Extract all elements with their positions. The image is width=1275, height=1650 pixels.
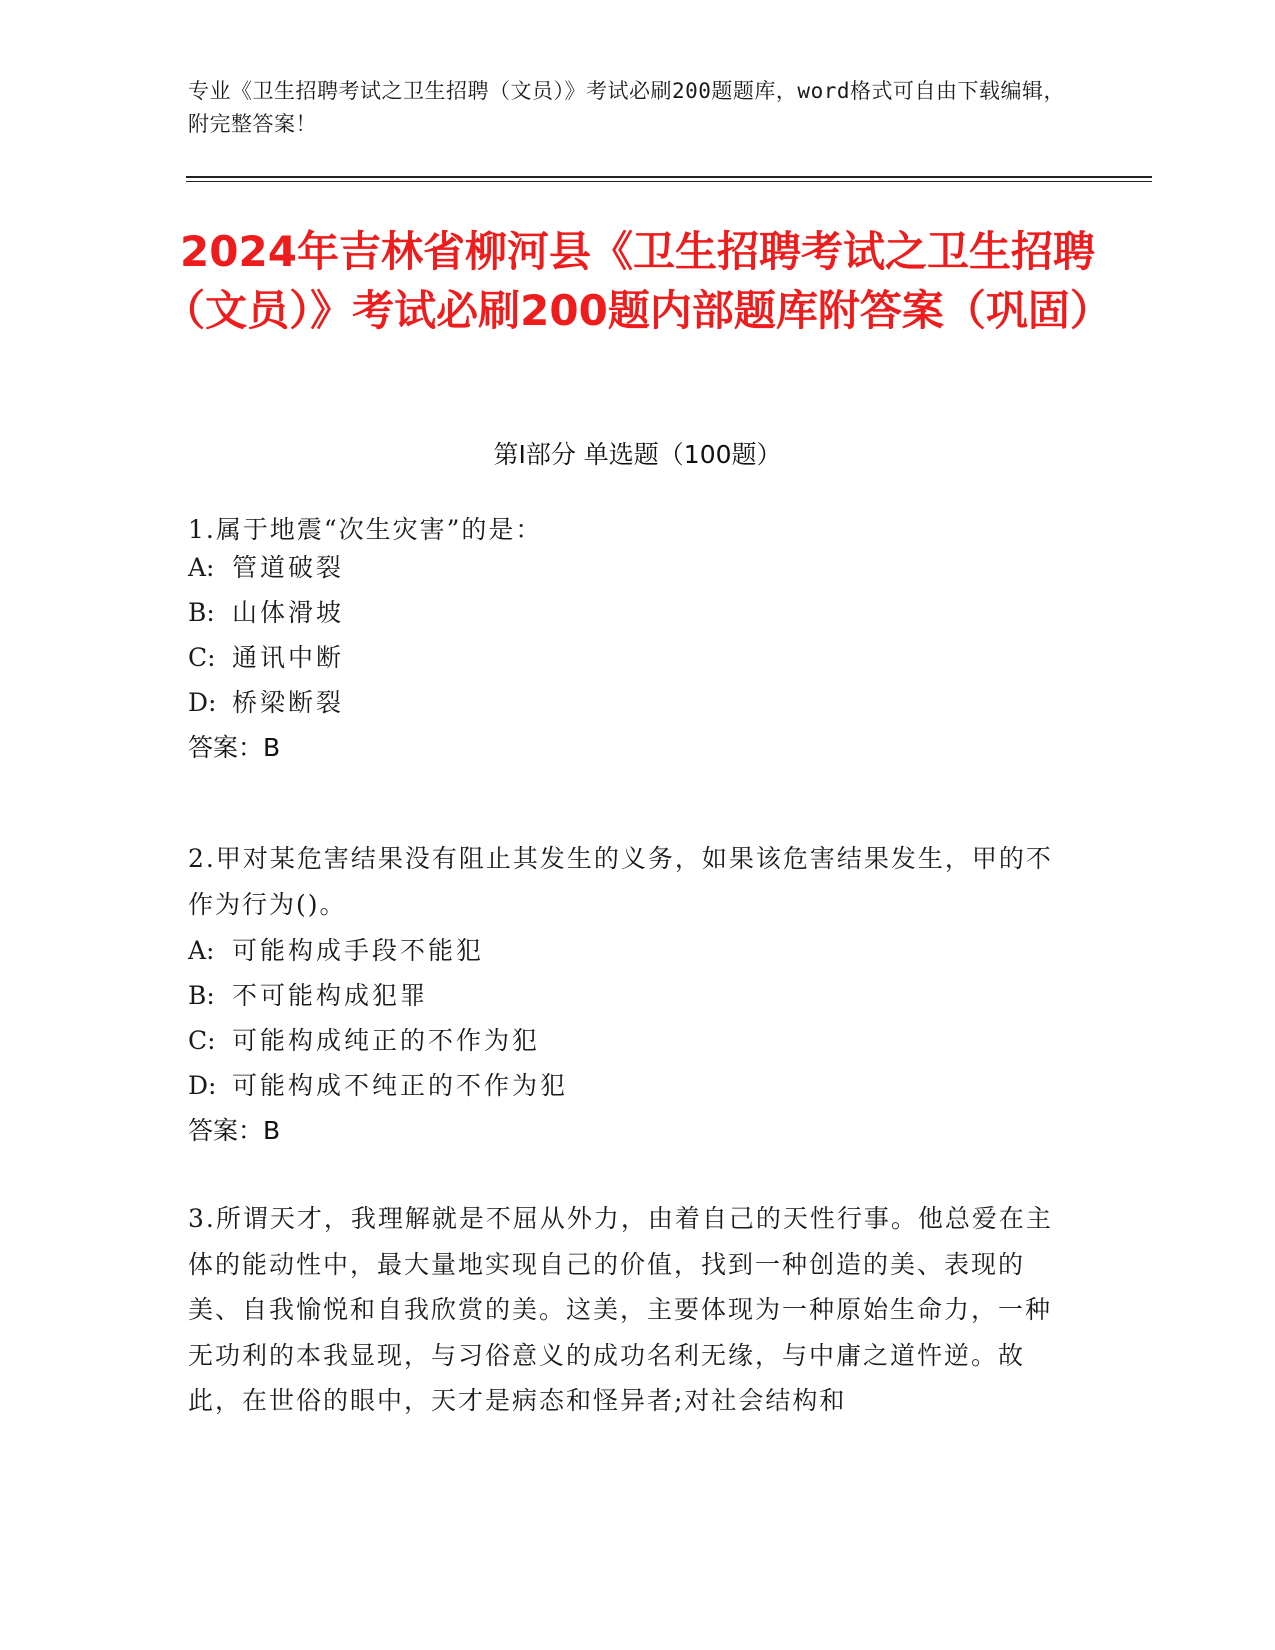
question-2-option-c xyxy=(188,1024,540,1058)
header-divider xyxy=(186,176,1152,178)
question-2-option-b xyxy=(188,979,428,1013)
option-text: 可能构成不纯正的不作为犯 xyxy=(232,1071,569,1100)
option-text: 可能构成手段不能犯 xyxy=(232,936,485,965)
option-label: A: xyxy=(188,936,215,965)
question-1-option-c xyxy=(188,641,344,675)
section-heading: 第Ⅰ部分 单选题（100题） xyxy=(493,440,782,469)
question-2-answer: 答案：B xyxy=(188,1116,281,1145)
option-label: C: xyxy=(188,643,216,672)
option-label: C: xyxy=(188,1026,216,1055)
question-1-option-b xyxy=(188,596,344,630)
option-text: 山体滑坡 xyxy=(232,598,345,627)
question-2-option-d xyxy=(188,1069,568,1103)
question-3-text: 3.所谓天才，我理解就是不屈从外力，由着自己的天性行事。他总爱在主体的能动性中，最大量地实现自己的价值，找到一种创造的美、表现的美、自我愉悦和自我欣赏的美。这美，主要体现为一种原始生命力，一种无功利的本我显现，与习俗意义的成功名利无缘，与中庸之道忤逆。故此，在世俗的眼中，天才是病态和怪异者;对社会结构和 xyxy=(188,1204,1053,1415)
option-label: B: xyxy=(188,598,215,627)
option-text: 可能构成纯正的不作为犯 xyxy=(232,1026,541,1055)
question-2-text: 2.甲对某危害结果没有阻止其发生的义务，如果该危害结果发生，甲的不作为行为()。 xyxy=(188,844,1053,919)
option-text: 不可能构成犯罪 xyxy=(232,981,429,1010)
option-text: 管道破裂 xyxy=(232,553,345,582)
header-note: 专业《卫生招聘考试之卫生招聘（文员）》考试必刷200题题库，word格式可自由下载编辑，附完整答案！ xyxy=(188,79,1065,136)
option-label: D: xyxy=(188,1071,217,1100)
option-text: 通讯中断 xyxy=(232,643,345,672)
question-1-text: 1.属于地震“次生灾害”的是： xyxy=(188,515,543,544)
option-text: 桥梁断裂 xyxy=(232,688,345,717)
question-1-option-d xyxy=(188,686,344,720)
header-divider-thin xyxy=(186,181,1152,182)
question-2-option-a xyxy=(188,934,484,968)
option-label: D: xyxy=(188,688,217,717)
document-title: 2024年吉林省柳河县《卫生招聘考试之卫生招聘（文员）》考试必刷200题内部题库附答案（巩固） xyxy=(163,227,1112,335)
option-label: B: xyxy=(188,981,215,1010)
option-label: A: xyxy=(188,553,215,582)
question-1-option-a xyxy=(188,551,344,585)
question-1-answer: 答案：B xyxy=(188,733,281,762)
